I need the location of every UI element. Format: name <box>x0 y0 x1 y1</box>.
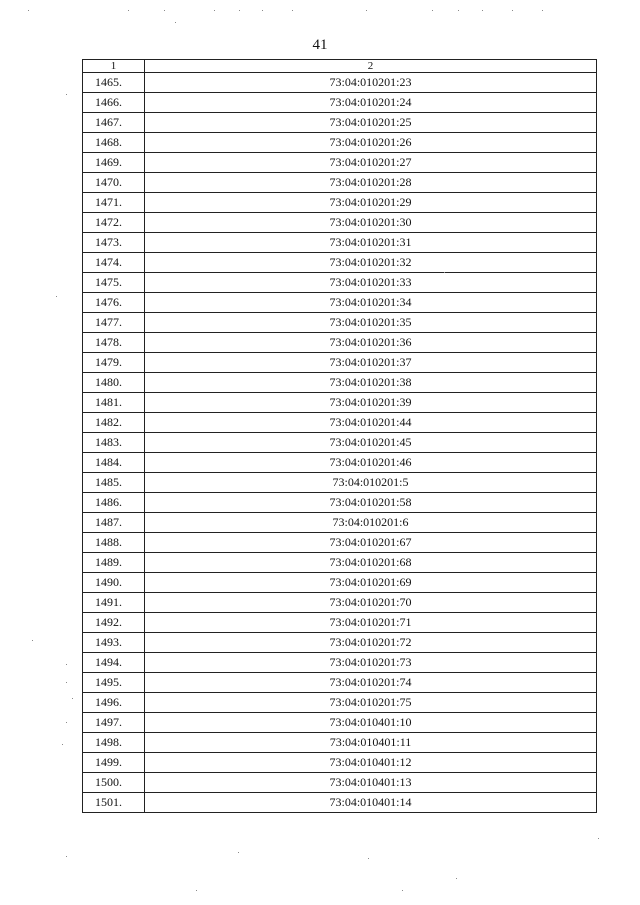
table-row <box>83 413 597 433</box>
table-row <box>83 153 597 173</box>
cadastral-number-cell: 73:04:010201:31 <box>145 233 597 253</box>
scan-speck <box>366 10 367 11</box>
row-number-cell: 1501. <box>83 793 145 813</box>
cadastral-number-cell: 73:04:010201:26 <box>145 133 597 153</box>
row-number-cell: 1485. <box>83 473 145 493</box>
row-number-cell: 1477. <box>83 313 145 333</box>
scan-speck <box>262 10 263 11</box>
row-number-cell: 1483. <box>83 433 145 453</box>
row-number-cell: 1495. <box>83 673 145 693</box>
row-number-cell: 1488. <box>83 533 145 553</box>
scan-speck <box>164 10 165 11</box>
cadastral-number-cell: 73:04:010201:70 <box>145 593 597 613</box>
table-row <box>83 533 597 553</box>
cadastral-number-cell: 73:04:010201:36 <box>145 333 597 353</box>
scan-speck <box>56 296 57 297</box>
row-number-cell: 1465. <box>83 73 145 93</box>
table-row <box>83 93 597 113</box>
table-row <box>83 313 597 333</box>
scan-speck <box>62 744 63 745</box>
scan-speck <box>28 10 29 11</box>
table-row <box>83 573 597 593</box>
scan-speck <box>402 890 403 891</box>
cadastral-number-cell: 73:04:010201:28 <box>145 173 597 193</box>
cadastral-number-cell: 73:04:010201:68 <box>145 553 597 573</box>
row-number-cell: 1466. <box>83 93 145 113</box>
scan-speck <box>66 94 67 95</box>
column-header-number: 1 <box>83 60 145 73</box>
table-row <box>83 393 597 413</box>
row-number-cell: 1486. <box>83 493 145 513</box>
scan-speck <box>66 664 67 665</box>
row-number-cell: 1473. <box>83 233 145 253</box>
table-row <box>83 513 597 533</box>
cadastral-number-cell: 73:04:010201:46 <box>145 453 597 473</box>
table-row <box>83 733 597 753</box>
scan-speck <box>456 878 457 879</box>
cadastral-number-cell: 73:04:010201:35 <box>145 313 597 333</box>
scan-speck <box>512 10 513 11</box>
table-row <box>83 333 597 353</box>
table-row <box>83 273 597 293</box>
scan-speck <box>239 10 240 11</box>
table-row <box>83 613 597 633</box>
scan-speck <box>432 10 433 11</box>
table-row <box>83 493 597 513</box>
cadastral-number-cell: 73:04:010201:29 <box>145 193 597 213</box>
cadastral-number-cell: 73:04:010201:45 <box>145 433 597 453</box>
cadastral-number-cell: 73:04:010201:33 <box>145 273 597 293</box>
row-number-cell: 1484. <box>83 453 145 473</box>
row-number-cell: 1498. <box>83 733 145 753</box>
table-row <box>83 193 597 213</box>
row-number-cell: 1469. <box>83 153 145 173</box>
table-row <box>83 553 597 573</box>
scan-speck <box>72 698 73 699</box>
scan-speck <box>482 10 483 11</box>
cadastral-number-cell: 73:04:010201:5 <box>145 473 597 493</box>
cadastral-number-cell: 73:04:010201:75 <box>145 693 597 713</box>
table-row <box>83 593 597 613</box>
cadastral-number-cell: 73:04:010201:24 <box>145 93 597 113</box>
table-header-row <box>83 60 597 73</box>
cadastral-number-cell: 73:04:010201:27 <box>145 153 597 173</box>
page-number: 41 <box>312 37 328 53</box>
scan-speck <box>542 10 543 11</box>
table-row <box>83 373 597 393</box>
table-row <box>83 73 597 93</box>
cadastral-number-cell: 73:04:010201:58 <box>145 493 597 513</box>
table-row <box>83 453 597 473</box>
row-number-cell: 1467. <box>83 113 145 133</box>
cadastral-number-cell: 73:04:010201:37 <box>145 353 597 373</box>
scan-speck <box>598 838 599 839</box>
table-row <box>83 433 597 453</box>
row-number-cell: 1471. <box>83 193 145 213</box>
cadastral-number-cell: 73:04:010201:71 <box>145 613 597 633</box>
cadastral-number-cell: 73:04:010201:34 <box>145 293 597 313</box>
cadastral-number-cell: 73:04:010201:44 <box>145 413 597 433</box>
table-row <box>83 713 597 733</box>
row-number-cell: 1491. <box>83 593 145 613</box>
scan-speck <box>238 852 239 853</box>
cadastral-number-cell: 73:04:010201:69 <box>145 573 597 593</box>
cadastral-number-cell: 73:04:010401:12 <box>145 753 597 773</box>
table-row <box>83 133 597 153</box>
row-number-cell: 1476. <box>83 293 145 313</box>
cadastral-number-cell: 73:04:010201:67 <box>145 533 597 553</box>
row-number-cell: 1492. <box>83 613 145 633</box>
scan-speck <box>66 722 67 723</box>
cadastral-number-cell: 73:04:010401:13 <box>145 773 597 793</box>
cadastral-number-cell: 73:04:010201:74 <box>145 673 597 693</box>
row-number-cell: 1482. <box>83 413 145 433</box>
cadastral-number-cell: 73:04:010201:6 <box>145 513 597 533</box>
table-row <box>83 113 597 133</box>
scan-speck <box>368 858 369 859</box>
cadastral-number-cell: 73:04:010201:30 <box>145 213 597 233</box>
scan-speck <box>458 10 459 11</box>
row-number-cell: 1474. <box>83 253 145 273</box>
scan-speck <box>32 640 33 641</box>
cadastral-number-cell: 73:04:010201:38 <box>145 373 597 393</box>
table-row <box>83 793 597 813</box>
cadastral-number-cell: 73:04:010401:10 <box>145 713 597 733</box>
row-number-cell: 1494. <box>83 653 145 673</box>
row-number-cell: 1489. <box>83 553 145 573</box>
cadastral-number-cell: 73:04:010401:11 <box>145 733 597 753</box>
row-number-cell: 1497. <box>83 713 145 733</box>
scan-speck <box>175 22 176 23</box>
table-row <box>83 753 597 773</box>
row-number-cell: 1499. <box>83 753 145 773</box>
table-row <box>83 173 597 193</box>
table-row <box>83 653 597 673</box>
cadastral-number-cell: 73:04:010201:39 <box>145 393 597 413</box>
row-number-cell: 1470. <box>83 173 145 193</box>
row-number-cell: 1481. <box>83 393 145 413</box>
row-number-cell: 1468. <box>83 133 145 153</box>
row-number-cell: 1493. <box>83 633 145 653</box>
table-row <box>83 293 597 313</box>
row-number-cell: 1490. <box>83 573 145 593</box>
table-row <box>83 213 597 233</box>
scan-speck <box>444 272 445 273</box>
scan-speck <box>66 682 67 683</box>
table-row <box>83 773 597 793</box>
table-body <box>83 73 597 813</box>
cadastral-number-table <box>82 59 597 813</box>
scan-speck <box>196 890 197 891</box>
row-number-cell: 1472. <box>83 213 145 233</box>
cadastral-number-cell: 73:04:010401:14 <box>145 793 597 813</box>
row-number-cell: 1479. <box>83 353 145 373</box>
cadastral-number-cell: 73:04:010201:72 <box>145 633 597 653</box>
row-number-cell: 1487. <box>83 513 145 533</box>
table-row <box>83 253 597 273</box>
table-row <box>83 633 597 653</box>
table-row <box>83 473 597 493</box>
cadastral-number-cell: 73:04:010201:25 <box>145 113 597 133</box>
cadastral-number-cell: 73:04:010201:73 <box>145 653 597 673</box>
table-row <box>83 693 597 713</box>
column-header-cadastral-number: 2 <box>145 60 597 73</box>
row-number-cell: 1475. <box>83 273 145 293</box>
table-row <box>83 673 597 693</box>
cadastral-number-cell: 73:04:010201:23 <box>145 73 597 93</box>
table-row <box>83 353 597 373</box>
scan-speck <box>128 10 129 11</box>
row-number-cell: 1496. <box>83 693 145 713</box>
scan-speck <box>292 10 293 11</box>
scan-speck <box>66 856 67 857</box>
row-number-cell: 1478. <box>83 333 145 353</box>
row-number-cell: 1480. <box>83 373 145 393</box>
scan-speck <box>214 10 215 11</box>
table-row <box>83 233 597 253</box>
row-number-cell: 1500. <box>83 773 145 793</box>
cadastral-number-cell: 73:04:010201:32 <box>145 253 597 273</box>
